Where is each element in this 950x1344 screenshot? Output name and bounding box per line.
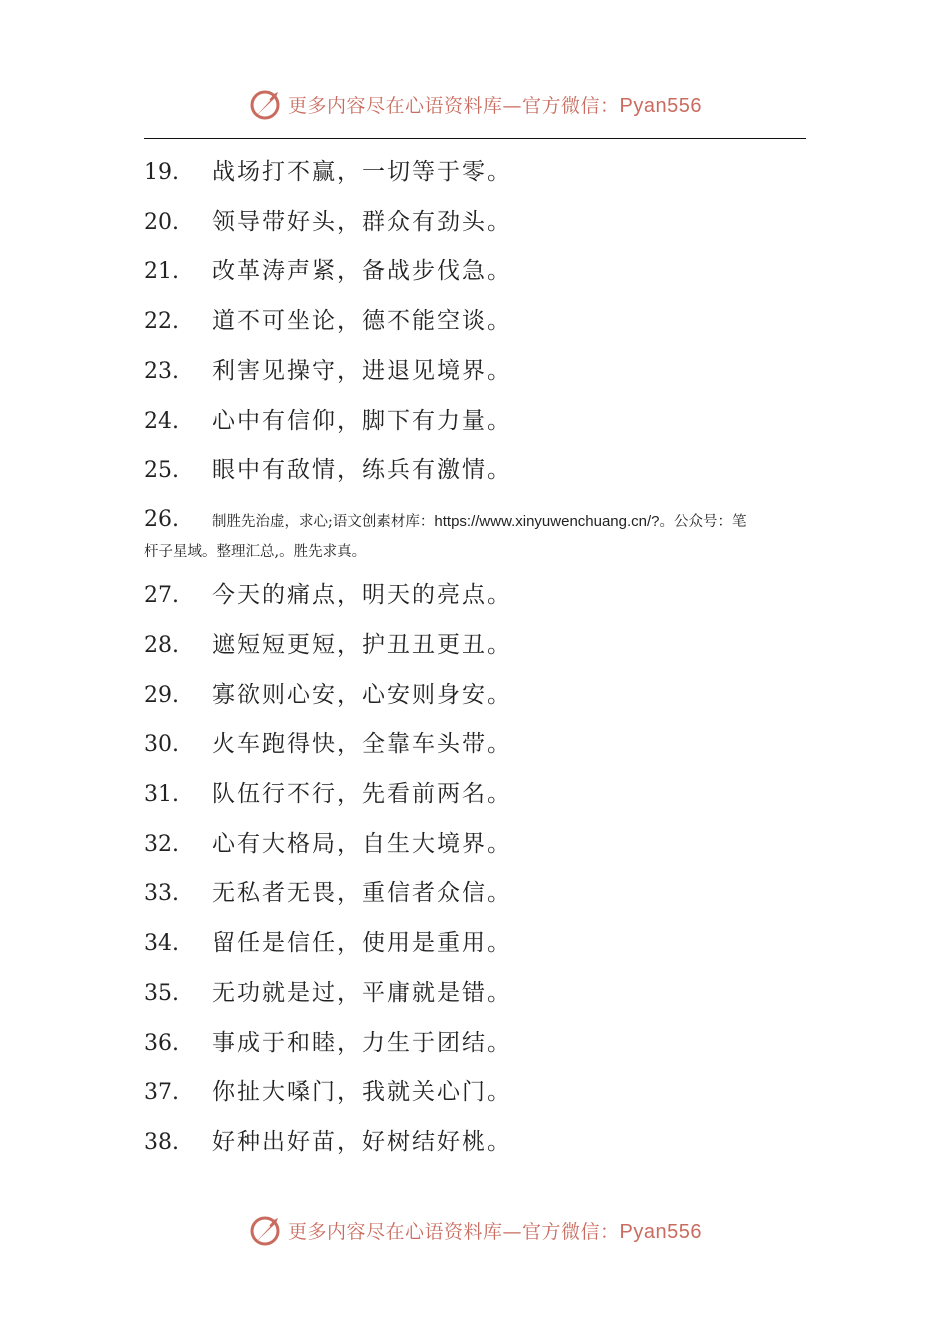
list-item: 28. 遮短短更短，护丑丑更丑。 [144, 632, 512, 658]
list-item: 24. 心中有信仰，脚下有力量。 [144, 408, 512, 434]
list-item: 19. 战场打不赢，一切等于零。 [144, 159, 512, 185]
banner-text: 更多内容尽在心语资料库—官方微信：Pyan556 [288, 94, 702, 117]
list-item: 36. 事成于和睦，力生于团结。 [144, 1030, 512, 1056]
list-item: 21. 改革涛声紧，备战步伐急。 [144, 258, 512, 284]
footer-banner [0, 1210, 950, 1250]
list-item: 31. 队伍行不行，先看前两名。 [144, 781, 512, 807]
header-rule [144, 138, 806, 139]
list-item: 29. 寡欲则心安，心安则身安。 [144, 682, 512, 708]
banner-text: 更多内容尽在心语资料库—官方微信：Pyan556 [288, 1220, 702, 1243]
list-item: 37. 你扯大嗓门，我就关心门。 [144, 1079, 512, 1105]
list-item: 33. 无私者无畏，重信者众信。 [144, 880, 512, 906]
list-item: 38. 好种出好苗，好树结好桃。 [144, 1129, 512, 1155]
list-item: 20. 领导带好头，群众有劲头。 [144, 209, 512, 235]
url-text: https://www.xinyuwenchuang.cn/? [434, 513, 660, 530]
list-item: 23. 利害见操守，进退见境界。 [144, 358, 512, 384]
quill-pen-logo-icon [248, 1212, 284, 1248]
list-item: 34. 留任是信任，使用是重用。 [144, 930, 512, 956]
list-item: 22. 道不可坐论，德不能空谈。 [144, 308, 512, 334]
list-item: 27. 今天的痛点，明天的亮点。 [144, 582, 512, 608]
list-item: 25. 眼中有敌情，练兵有激情。 [144, 457, 512, 483]
list-item-26: 26. 制胜先治虚，求心;语文创素材库：https://www.xinyuwenchuang.cn/?。公众号：笔 杆子星域。整理汇总,。胜先求真。 [144, 507, 747, 560]
quill-pen-logo-icon [248, 86, 284, 122]
list-item: 30. 火车跑得快，全靠车头带。 [144, 731, 512, 757]
list-item: 32. 心有大格局，自生大境界。 [144, 831, 512, 857]
header-banner [0, 84, 950, 124]
list-item: 35. 无功就是过，平庸就是错。 [144, 980, 512, 1006]
